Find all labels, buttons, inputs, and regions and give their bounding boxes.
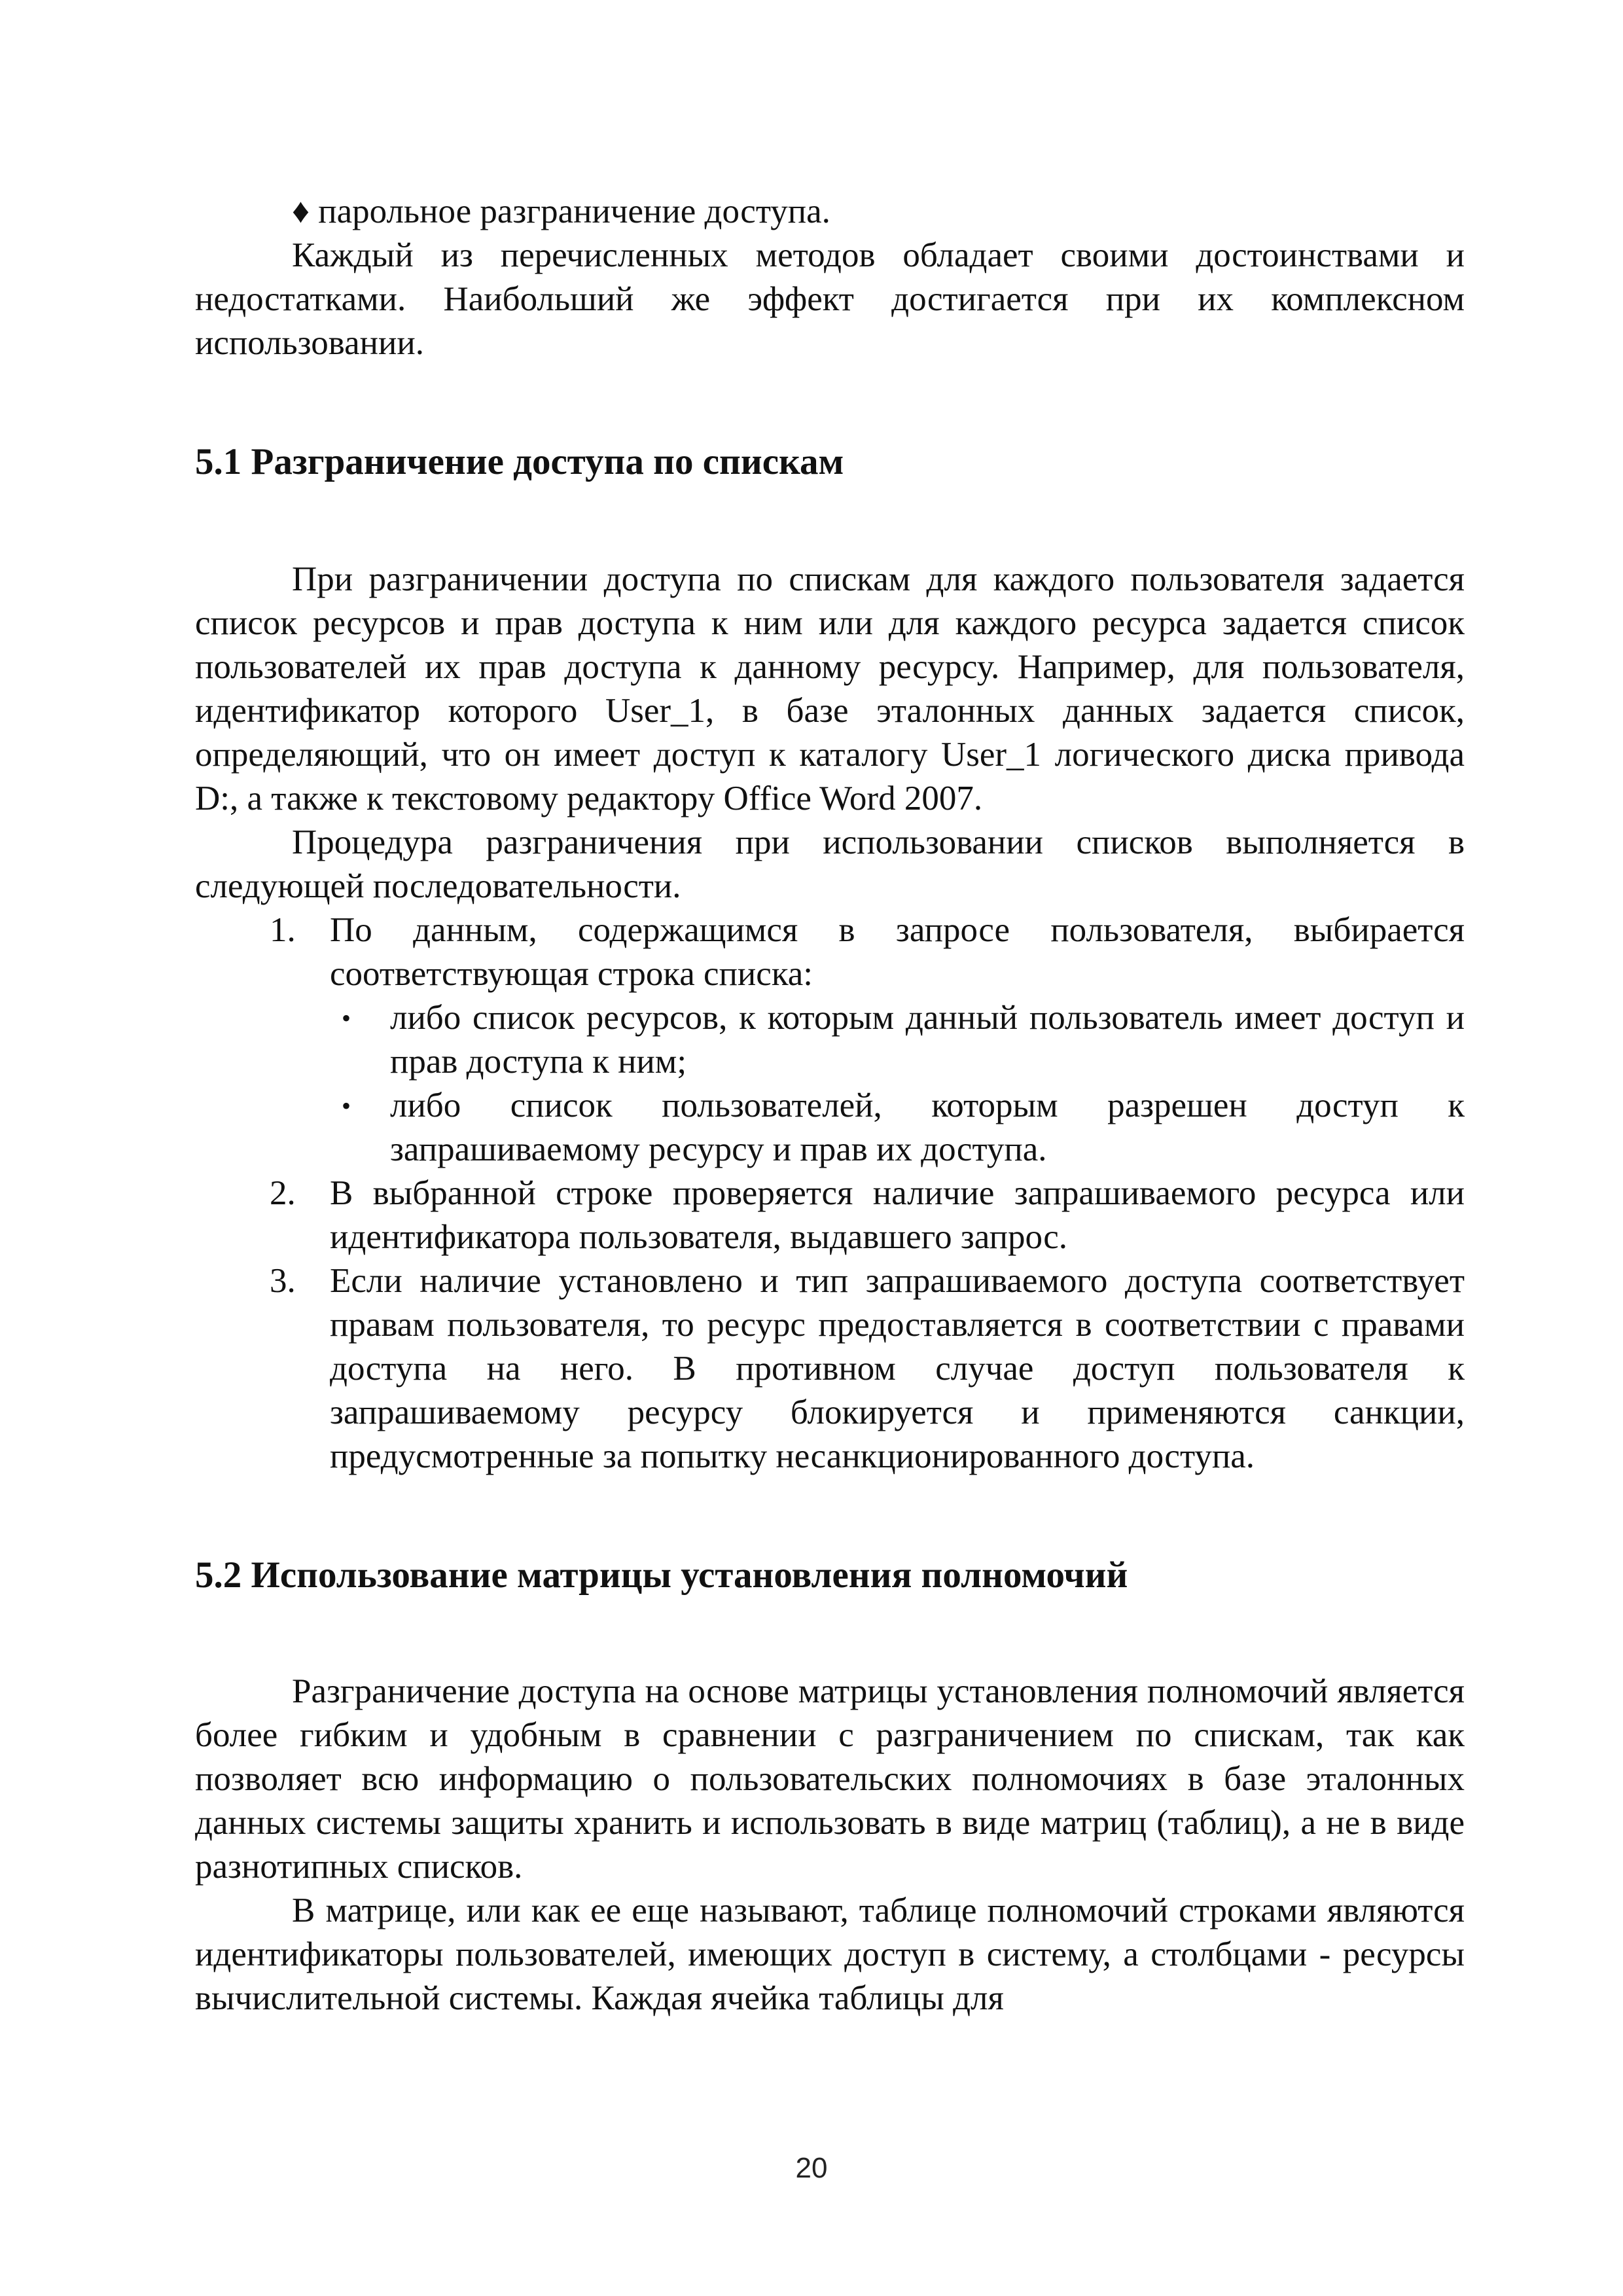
procedure-steps-list [195, 908, 1465, 1479]
bullet-text: либо список ресурсов, к которым данный пользователь имеет доступ и прав доступа к ним; [390, 999, 1465, 1081]
bullet-item [330, 996, 1465, 1084]
bullet-item [330, 1084, 1465, 1172]
bullet-icon: • [342, 1091, 351, 1121]
bullet-text: либо список пользователей, которым разрешен доступ к запрашиваемому ресурсу и прав их доступа. [390, 1086, 1465, 1168]
section-5-2-paragraph-2: В матрице, или как ее еще называют, таблице полномочий строками являются идентификаторы пользователей, имеющих доступ в систему, а столбцами - ресурсы вычислительной системы. Каждая ячейка таблицы для [195, 1892, 1465, 2017]
procedure-step [195, 908, 1465, 1172]
section-5-2-paragraph-1: Разграничение доступа на основе матрицы установления полномочий является более гибким и удобным в сравнении с разграничением по спискам, так как позволяет всю информацию о пользовательских полномочиях в базе эталонных данных системы защиты хранить и использовать в виде матриц (таблиц), а не в виде разнотипных списков. [195, 1672, 1465, 1886]
step-number: 2. [270, 1174, 296, 1212]
section-5-1-heading: 5.1 Разграничение доступа по спискам [195, 441, 844, 482]
diamond-item-text: парольное разграничение доступа. [318, 192, 830, 230]
bullet-icon: • [342, 1003, 351, 1033]
section-5-1-paragraph-2: Процедура разграничения при использовании списков выполняется в следующей последовательности. [195, 823, 1465, 905]
step-text: В выбранной строке проверяется наличие запрашиваемого ресурса или идентификатора пользователя, выдавшего запрос. [330, 1174, 1465, 1256]
intro-paragraph: Каждый из перечисленных методов обладает своими достоинствами и недостатками. Наибольший же эффект достигается при их комплексном использовании. [195, 236, 1465, 362]
step-text: По данным, содержащимся в запросе пользователя, выбирается соответствующая строка списка: [330, 911, 1465, 993]
document-page [195, 190, 1465, 2020]
step-sub-bullets [330, 996, 1465, 1172]
section-5-1-paragraph-1: При разграничении доступа по спискам для каждого пользователя задается список ресурсов и прав доступа к ним или для каждого ресурса задается список пользователей их прав доступа к данному ресурсу. Например, для пользователя, идентификатор которого User_1, в базе эталонных данных задается список, определяющий, что он имеет доступ к каталогу User_1 логического диска привода D:, а также к текстовому редактору Office Word 2007. [195, 560, 1465, 817]
page-number: 20 [795, 2152, 828, 2184]
step-number: 1. [270, 911, 296, 949]
section-5-2-heading: 5.2 Использование матрицы установления полномочий [195, 1554, 1128, 1596]
step-number: 3. [270, 1262, 296, 1300]
procedure-step [195, 1172, 1465, 1259]
diamond-list-item [195, 190, 1465, 234]
diamond-icon: ♦ [292, 192, 310, 230]
procedure-step [195, 1259, 1465, 1479]
step-text: Если наличие установлено и тип запрашиваемого доступа соответствует правам пользователя, то ресурс предоставляется в соответствии с правами доступа на него. В противном случае доступ пользователя к запрашиваемому ресурсу блокируется и применяются санкции, предусмотренные за попытку несанкционированного доступа. [330, 1262, 1465, 1475]
